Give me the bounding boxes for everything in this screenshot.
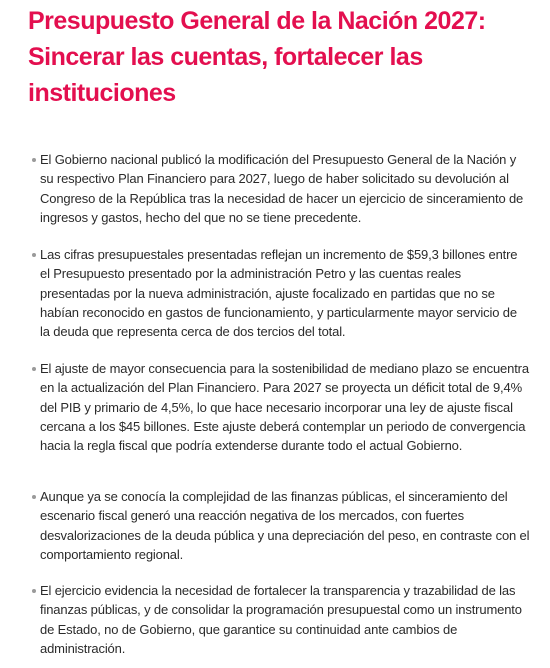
key-point-2: Las cifras presupuestales presentadas reflejan un incremento de $59,3 billones entre el Presupuesto presentado por la administración Petro y las cuentas reales presentadas por la nueva administración, ajuste focalizado en partidas que no se habían reconocido en gastos de funcionamiento, y particularmente mayor servicio de la deuda que representa cerca de dos tercios del total. xyxy=(40,245,530,341)
key-point-4: Aunque ya se conocía la complejidad de las finanzas públicas, el sinceramiento del escenario fiscal generó una reacción negativa de los mercados, con fuertes desvalorizaciones de la deuda pública y una depreciación del peso, en contraste con el comportamiento regional. xyxy=(40,487,530,564)
article-title: Presupuesto General de la Nación 2027: Sincerar las cuentas, fortalecer las instituciones xyxy=(28,7,486,107)
key-point-1: El Gobierno nacional publicó la modificación del Presupuesto General de la Nación y su respectivo Plan Financiero para 2027, luego de haber solicitado su devolución al Congreso de la República tras la necesidad de hacer un ejercicio de sinceramiento de ingresos y gastos, hecho del que no se tiene precedente. xyxy=(40,150,530,227)
key-point-3: El ajuste de mayor consecuencia para la sostenibilidad de mediano plazo se encuentra en la actualización del Plan Financiero. Para 2027 se proyecta un déficit total de 9,4% del PIB y primario de 4,5%, lo que hace necesario incorporar una ley de ajuste fiscal cercana a los $45 billones. Este ajuste deberá contemplar un periodo de convergencia hacia la regla fiscal que podría extenderse durante todo el actual Gobierno. xyxy=(40,359,530,455)
key-point-5: El ejercicio evidencia la necesidad de fortalecer la transparencia y trazabilidad de las finanzas públicas, y de consolidar la programación presupuestal como un instrumento de Estado, no de Gobierno, que garantice su continuidad ante cambios de administración. xyxy=(40,581,530,658)
